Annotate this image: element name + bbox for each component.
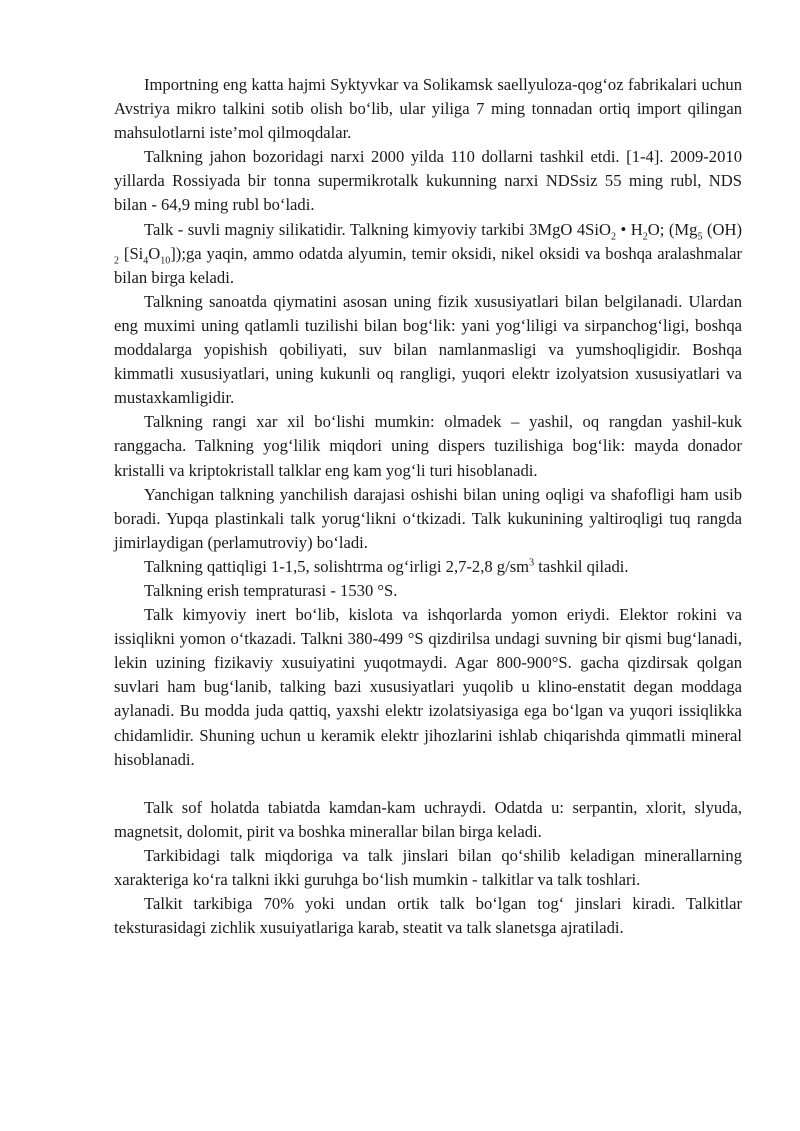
paragraph-price: Talkning jahon bozoridagi narxi 2000 yilda 110 dollarni tashkil etdi. [1-4]. 2009-2010 yillarda Rossiyada bir tonna supermikrotalk kukunning narxi NDSsiz 55 ming rubl, NDS bilan - 64,9 ming rubl bo‘ladi. <box>114 147 742 215</box>
subscript: 5 <box>697 230 703 242</box>
paragraph-import: Importning eng katta hajmi Syktyvkar va Solikamsk saellyuloza-qog‘oz fabrikalari uchun Avstriya mikro talkini sotib olish bo‘lib, ular yiliga 7 ming tonnadan ortiq import qilingan mahsulotlarni iste’mol qilmoqdalar. <box>114 75 742 143</box>
paragraph-composition <box>114 218 742 290</box>
superscript: 3 <box>529 557 535 569</box>
hardness-text-a: Talkning qattiqligi 1-1,5, solishtrma og‘irligi 2,7-2,8 g/sm <box>144 556 530 576</box>
paragraph-properties: Talkning sanoatda qiymatini asosan uning fizik xususiyatlari bilan belgilanadi. Ulardan eng muximi uning qatlamli tuzilishi bilan bog‘lik: yani yog‘liligi va sirpanchog‘ligi, boshqa moddalarga yopishish qobiliyati, suv bilan namlanmasligi va yumshoqligidir. Boshqa kimmatli xususiyatlari, uning kukunli oq rangligi, yuqori elektr izolyatsion xususiyatlari va mustaxkamligidir. <box>114 291 742 408</box>
composition-text-b: • H <box>616 219 643 239</box>
composition-text-d: (OH) <box>702 219 742 239</box>
document-page <box>114 73 742 940</box>
paragraph-classification: Tarkibidagi talk miqdoriga va talk jinslari bilan qo‘shilib keladigan minerallarning xarakteriga ko‘ra talkni ikki guruhga bo‘lish mumkin - talkitlar va talk toshlari. <box>114 845 742 889</box>
composition-text-a: Talk - suvli magniy silikatidir. Talkning kimyoviy tarkibi 3MgO 4SiO <box>144 219 611 239</box>
composition-text-e: [Si <box>119 243 144 263</box>
paragraph-chemical: Talk kimyoviy inert bo‘lib, kislota va ishqorlarda yomon eriydi. Elektor rokini va issiqlikni yomon o‘tkazadi. Talkni 380-499 °S qizdirilsa undagi suvning bir qismi bug‘lanadi, lekin uzining fizikaviy xusuiyatini yuqotmaydi. Agar 800-900°S. gacha qizdirsak qolgan suvlari ham bug‘lanib, talking bazi xususiyatlari yuqolib u klino-enstatit degan moddaga aylanadi. Bu modda juda qattiq, yaxshi elektr izolatsiyasiga ega bo‘lgan va yuqori issiqlikka chidamlidir. Shuning uchun u keramik elektr jihozlarini ishlab chiqarishda qimmatli mineral hisoblanadi. <box>114 605 742 769</box>
hardness-text-b: tashkil qiladi. <box>534 556 629 576</box>
composition-text-g: ]);ga yaqin, ammo odatda alyumin, temir oksidi, nikel oksidi va boshqa aralashmalar bilan birga keladi. <box>114 243 742 287</box>
paragraph-grinding: Yanchigan talkning yanchilish darajasi oshishi bilan uning oqligi va shafofligi ham usib boradi. Yupqa plastinkali talk yorug‘likni o‘tkizadi. Talk kukunining yaltiroqligi tuq rangda jimirlaydigan (perlamutroviy) bo‘ladi. <box>114 484 742 552</box>
composition-text-f: O <box>148 243 161 263</box>
paragraph-melting: Talkning erish tempraturasi - 1530 °S. <box>144 580 398 600</box>
subscript: 10 <box>160 254 171 266</box>
paragraph-hardness <box>114 555 742 579</box>
paragraph-gap <box>114 772 742 796</box>
subscript: 2 <box>114 254 119 266</box>
subscript: 2 <box>642 230 648 242</box>
subscript: 2 <box>611 230 616 242</box>
paragraph-occurrence: Talk sof holatda tabiatda kamdan-kam uchraydi. Odatda u: serpantin, xlorit, slyuda, magnetsit, dolomit, pirit va boshka minerallar bilan birga keladi. <box>114 797 742 841</box>
paragraph-talcite: Talkit tarkibiga 70% yoki undan ortik talk bo‘lgan tog‘ jinslari kiradi. Talkitlar teksturasidagi zichlik xusuiyatlariga karab, steatit va talk slanetsga ajratiladi. <box>114 894 742 938</box>
composition-text-c: O; (Mg <box>647 219 698 239</box>
subscript: 4 <box>143 254 149 266</box>
paragraph-color: Talkning rangi xar xil bo‘lishi mumkin: olmadek – yashil, oq rangdan yashil-kuk ranggacha. Talkning yog‘lilik miqdori uning dispers tuzilishiga bog‘lik: mayda donador kristalli va kriptokristall talklar eng kam yog‘li turi hisoblanadi. <box>114 412 742 480</box>
